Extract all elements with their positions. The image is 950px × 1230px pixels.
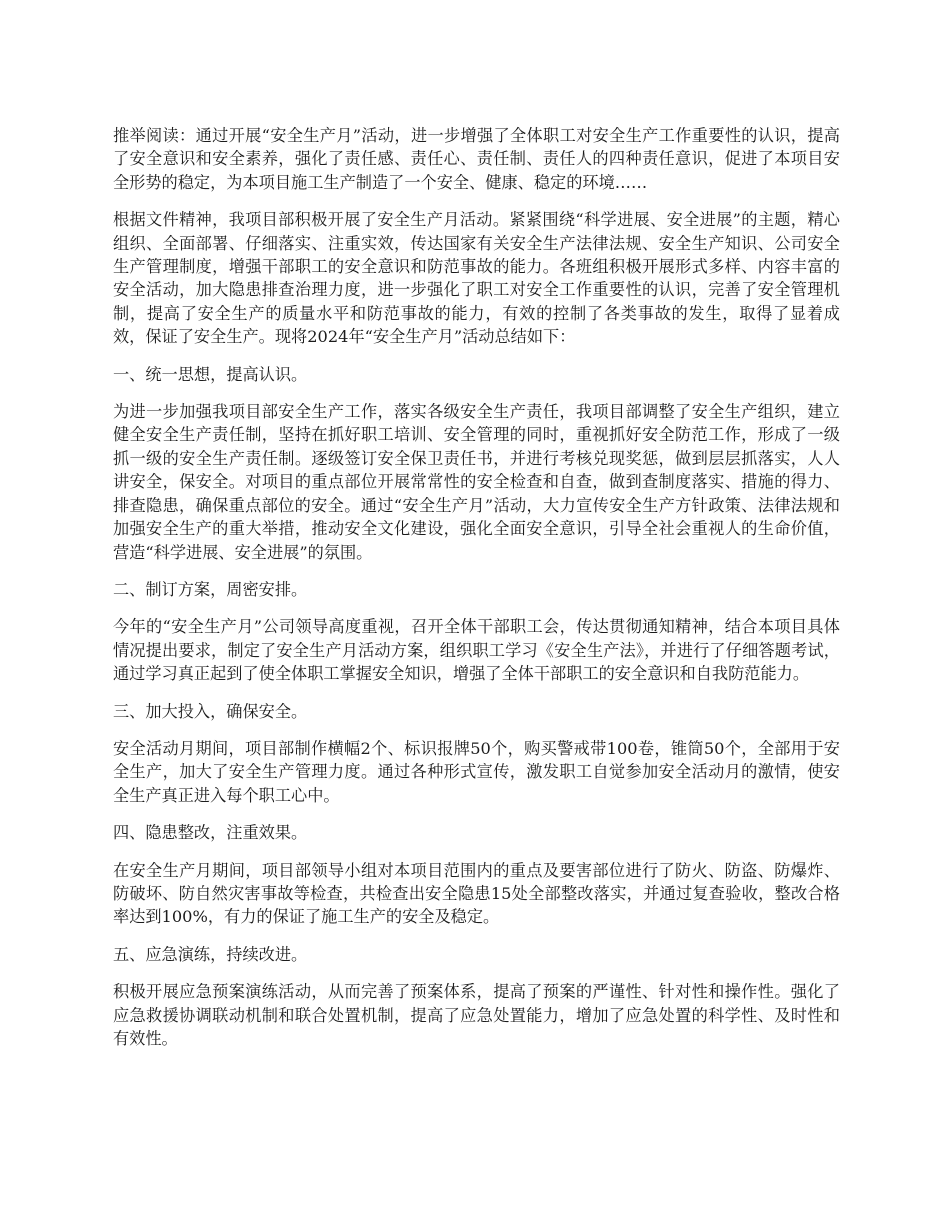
section-heading-5: 五、应急演练，持续改进。 [113,944,308,964]
section-heading-2: 二、制订方案，周密安排。 [113,579,308,599]
section-body-1: 为进一步加强我项目部安全生产工作，落实各级安全生产责任，我项目部调整了安全生产组织，建立健全安全生产责任制，坚持在抓好职工培训、安全管理的同时，重视抓好安全防范工作，形成了一级抓一级的安全生产责任制。逐级签订安全保卫责任书，并进行考核兑现奖惩，做到层层抓落实，人人讲安全，保安全。对项目的重点部位开展常常性的安全检查和自查，做到查制度落实、措施的得力、排查隐患，确保重点部位的安全。通过“安全生产月”活动，大力宣传安全生产方针政策、法律法规和加强安全生产的重大举措，推动安全文化建设，强化全面安全意识，引导全社会重视人的生命价值，营造“科学进展、安全进展”的氛围。 [113,402,840,562]
section-body-5: 积极开展应急预案演练活动，从而完善了预案体系，提高了预案的严谨性、针对性和操作性。强化了应急救援协调联动机制和联合处置机制，提高了应急处置能力，增加了应急处置的科学性、及时性和有效性。 [113,982,840,1048]
section-body-2: 今年的“安全生产月”公司领导高度重视，召开全体干部职工会，传达贯彻通知精神，结合本项目具体情况提出要求，制定了安全生产月活动方案，组织职工学习《安全生产法》，并进行了仔细答题考试，通过学习真正起到了使全体职工掌握安全知识，增强了全体干部职工的安全意识和自我防范能力。 [113,617,840,684]
section-heading-1: 一、统一思想，提高认识。 [113,364,308,384]
document-body [113,124,840,1064]
intro-paragraph: 推举阅读：通过开展“安全生产月”活动，进一步增强了全体职工对安全生产工作重要性的认识，提高了安全意识和安全素养，强化了责任感、责任心、责任制、责任人的四种责任意识，促进了本项目安全形势的稳定，为本项目施工生产制造了一个安全、健康、稳定的环境…… [113,126,840,192]
section-body-4: 在安全生产月期间，项目部领导小组对本项目范围内的重点及要害部位进行了防火、防盗、防爆炸、防破坏、防自然灾害事故等检查，共检查出安全隐患15处全部整改落实，并通过复查验收，整改合格率达到100%，有力的保证了施工生产的安全及稳定。 [113,860,840,927]
section-body-3: 安全活动月期间，项目部制作横幅2个、标识报牌50个，购买警戒带100卷，锥筒50个，全部用于安全生产，加大了安全生产管理力度。通过各种形式宣传，激发职工自觉参加安全活动月的激情，使安全生产真正进入每个职工心中。 [113,738,840,805]
section-heading-4: 四、隐患整改，注重效果。 [113,823,308,843]
section-heading-3: 三、加大投入，确保安全。 [113,701,308,721]
background-paragraph: 根据文件精神，我项目部积极开展了安全生产月活动。紧紧围绕“科学进展、安全进展”的主题，精心组织、全面部署、仔细落实、注重实效，传达国家有关安全生产法律法规、安全生产知识、公司安全生产管理制度，增强干部职工的安全意识和防范事故的能力。各班组积极开展形式多样、内容丰富的安全活动，加大隐患排查治理力度，进一步强化了职工对安全工作重要性的认识，完善了安全管理机制，提高了安全生产的质量水平和防范事故的能力，有效的控制了各类事故的发生，取得了显着成效，保证了安全生产。现将2024年“安全生产月”活动总结如下： [113,210,840,347]
